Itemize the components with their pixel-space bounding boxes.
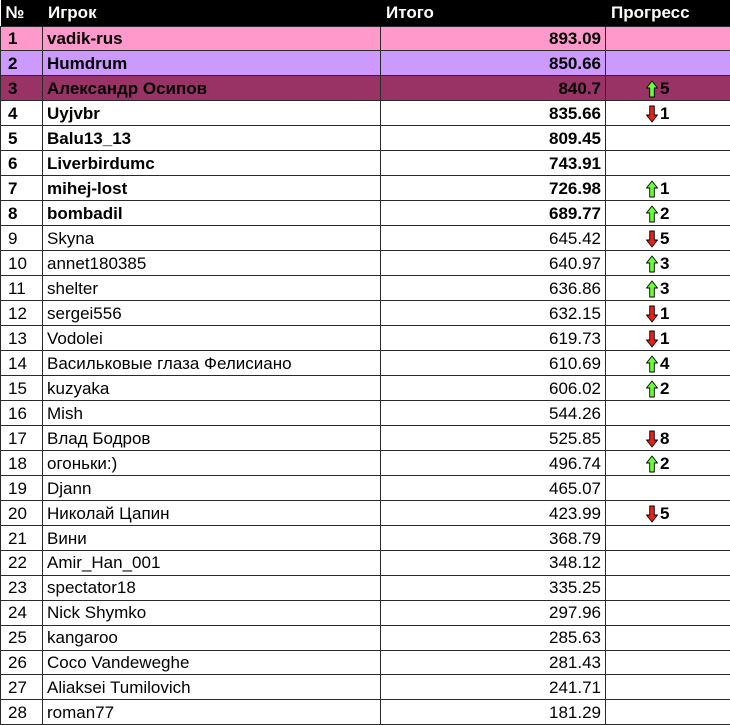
table-row: [1, 401, 730, 426]
player-name-cell: sergei556: [43, 301, 381, 326]
total-cell: 850.66: [381, 51, 606, 76]
progress-value: 5: [660, 79, 669, 98]
progress-cell: [606, 351, 730, 376]
total-cell: 297.96: [381, 600, 606, 625]
progress-value: 2: [660, 379, 669, 398]
total-cell: 181.29: [381, 700, 606, 725]
progress-cell: [606, 301, 730, 326]
progress-value: 1: [660, 329, 669, 348]
progress-cell: [606, 176, 730, 201]
progress-cell: [606, 426, 730, 451]
table-row: [1, 351, 730, 376]
rank-cell: 21: [1, 526, 43, 551]
total-cell: 640.97: [381, 251, 606, 276]
total-cell: 281.43: [381, 650, 606, 675]
player-name-cell: Balu13_13: [43, 126, 381, 151]
arrow-up-icon: [646, 80, 658, 98]
table-row: [1, 600, 730, 625]
rank-cell: 7: [1, 176, 43, 201]
table-row: [1, 76, 730, 101]
progress-cell: [606, 501, 730, 526]
table-row: [1, 476, 730, 501]
table-row: [1, 625, 730, 650]
rank-cell: 24: [1, 600, 43, 625]
total-cell: 636.86: [381, 276, 606, 301]
arrow-up-icon: [646, 280, 658, 298]
progress-cell: [606, 675, 730, 700]
player-name-cell: Вини: [43, 526, 381, 551]
total-cell: 840.7: [381, 76, 606, 101]
player-name-cell: Влад Бодров: [43, 426, 381, 451]
progress-cell: [606, 251, 730, 276]
rank-cell: 8: [1, 201, 43, 226]
progress-value: 1: [660, 104, 669, 123]
rank-cell: 15: [1, 376, 43, 401]
player-name-cell: roman77: [43, 700, 381, 725]
header-row: [1, 0, 730, 26]
table-row: [1, 550, 730, 575]
progress-value: 2: [660, 454, 669, 473]
rank-cell: 26: [1, 650, 43, 675]
rank-cell: 9: [1, 226, 43, 251]
table-row: [1, 501, 730, 526]
player-name-cell: Uyjvbr: [43, 101, 381, 126]
progress-value: 8: [660, 429, 669, 448]
arrow-down-icon: [646, 305, 658, 323]
progress-value: 1: [660, 304, 669, 323]
player-name-cell: Mish: [43, 401, 381, 426]
arrow-up-icon: [646, 205, 658, 223]
progress-cell: [606, 476, 730, 501]
player-name-cell: Васильковые глаза Фелисиано: [43, 351, 381, 376]
rank-cell: 14: [1, 351, 43, 376]
table-row: [1, 101, 730, 126]
total-cell: 241.71: [381, 675, 606, 700]
progress-cell: [606, 101, 730, 126]
total-cell: 689.77: [381, 201, 606, 226]
total-cell: 525.85: [381, 426, 606, 451]
table-row: [1, 650, 730, 675]
player-name-cell: mihej-lost: [43, 176, 381, 201]
header-player: Игрок: [43, 0, 381, 26]
progress-cell: [606, 151, 730, 176]
progress-cell: [606, 650, 730, 675]
player-name-cell: kangaroo: [43, 625, 381, 650]
progress-cell: [606, 201, 730, 226]
table-row: [1, 26, 730, 51]
player-name-cell: Liverbirdumc: [43, 151, 381, 176]
total-cell: 809.45: [381, 126, 606, 151]
rank-cell: 22: [1, 550, 43, 575]
progress-cell: [606, 625, 730, 650]
arrow-up-icon: [646, 255, 658, 273]
rank-cell: 3: [1, 76, 43, 101]
progress-cell: [606, 76, 730, 101]
arrow-up-icon: [646, 380, 658, 398]
total-cell: 726.98: [381, 176, 606, 201]
total-cell: 743.91: [381, 151, 606, 176]
player-name-cell: Николай Цапин: [43, 501, 381, 526]
table-row: [1, 700, 730, 725]
progress-value: 5: [660, 504, 669, 523]
rank-cell: 10: [1, 251, 43, 276]
table-row: [1, 251, 730, 276]
arrow-down-icon: [646, 505, 658, 523]
rank-cell: 11: [1, 276, 43, 301]
rank-cell: 27: [1, 675, 43, 700]
total-cell: 619.73: [381, 326, 606, 351]
table-row: [1, 376, 730, 401]
arrow-up-icon: [646, 455, 658, 473]
total-cell: 606.02: [381, 376, 606, 401]
progress-value: 2: [660, 204, 669, 223]
rank-cell: 4: [1, 101, 43, 126]
progress-cell: [606, 276, 730, 301]
progress-cell: [606, 26, 730, 51]
progress-cell: [606, 550, 730, 575]
progress-cell: [606, 376, 730, 401]
progress-cell: [606, 326, 730, 351]
player-name-cell: spectator18: [43, 575, 381, 600]
table-row: [1, 151, 730, 176]
rank-cell: 25: [1, 625, 43, 650]
arrow-down-icon: [646, 330, 658, 348]
progress-cell: [606, 575, 730, 600]
player-name-cell: огоньки:): [43, 451, 381, 476]
table-row: [1, 126, 730, 151]
player-name-cell: Skyna: [43, 226, 381, 251]
player-name-cell: Vodolei: [43, 326, 381, 351]
player-name-cell: Aliaksei Tumilovich: [43, 675, 381, 700]
arrow-down-icon: [646, 105, 658, 123]
table-row: [1, 51, 730, 76]
progress-cell: [606, 126, 730, 151]
header-num: №: [1, 0, 43, 26]
rank-cell: 19: [1, 476, 43, 501]
table-row: [1, 201, 730, 226]
arrow-up-icon: [646, 355, 658, 373]
arrow-down-icon: [646, 430, 658, 448]
progress-cell: [606, 700, 730, 725]
progress-cell: [606, 600, 730, 625]
total-cell: 610.69: [381, 351, 606, 376]
table-row: [1, 226, 730, 251]
table-body: [1, 26, 730, 725]
total-cell: 465.07: [381, 476, 606, 501]
player-name-cell: shelter: [43, 276, 381, 301]
progress-value: 1: [660, 179, 669, 198]
progress-value: 3: [660, 279, 669, 298]
total-cell: 645.42: [381, 226, 606, 251]
rank-cell: 1: [1, 26, 43, 51]
rank-cell: 16: [1, 401, 43, 426]
total-cell: 368.79: [381, 526, 606, 551]
total-cell: 496.74: [381, 451, 606, 476]
player-name-cell: Amir_Han_001: [43, 550, 381, 575]
table-row: [1, 451, 730, 476]
table-row: [1, 276, 730, 301]
rank-cell: 2: [1, 51, 43, 76]
table-row: [1, 575, 730, 600]
total-cell: 893.09: [381, 26, 606, 51]
total-cell: 348.12: [381, 550, 606, 575]
player-name-cell: Nick Shymko: [43, 600, 381, 625]
arrow-down-icon: [646, 230, 658, 248]
header-total: Итого: [381, 0, 606, 26]
player-name-cell: kuzyaka: [43, 376, 381, 401]
rank-cell: 12: [1, 301, 43, 326]
progress-value: 5: [660, 229, 669, 248]
rank-cell: 13: [1, 326, 43, 351]
rank-cell: 23: [1, 575, 43, 600]
table-row: [1, 176, 730, 201]
total-cell: 423.99: [381, 501, 606, 526]
table-row: [1, 326, 730, 351]
table-row: [1, 526, 730, 551]
progress-cell: [606, 451, 730, 476]
progress-value: 3: [660, 254, 669, 273]
total-cell: 835.66: [381, 101, 606, 126]
rank-cell: 17: [1, 426, 43, 451]
player-name-cell: annet180385: [43, 251, 381, 276]
header-progress: Прогресс: [606, 0, 730, 26]
rank-cell: 6: [1, 151, 43, 176]
table-row: [1, 301, 730, 326]
rank-cell: 5: [1, 126, 43, 151]
total-cell: 335.25: [381, 575, 606, 600]
arrow-up-icon: [646, 180, 658, 198]
player-name-cell: Djann: [43, 476, 381, 501]
progress-value: 4: [660, 354, 669, 373]
table-row: [1, 426, 730, 451]
player-name-cell: Александр Осипов: [43, 76, 381, 101]
progress-cell: [606, 51, 730, 76]
progress-cell: [606, 526, 730, 551]
table-row: [1, 675, 730, 700]
player-name-cell: Coco Vandeweghe: [43, 650, 381, 675]
rank-cell: 20: [1, 501, 43, 526]
player-name-cell: vadik-rus: [43, 26, 381, 51]
progress-cell: [606, 401, 730, 426]
player-name-cell: bombadil: [43, 201, 381, 226]
total-cell: 544.26: [381, 401, 606, 426]
total-cell: 632.15: [381, 301, 606, 326]
rank-cell: 18: [1, 451, 43, 476]
rank-cell: 28: [1, 700, 43, 725]
player-name-cell: Humdrum: [43, 51, 381, 76]
progress-cell: [606, 226, 730, 251]
total-cell: 285.63: [381, 625, 606, 650]
